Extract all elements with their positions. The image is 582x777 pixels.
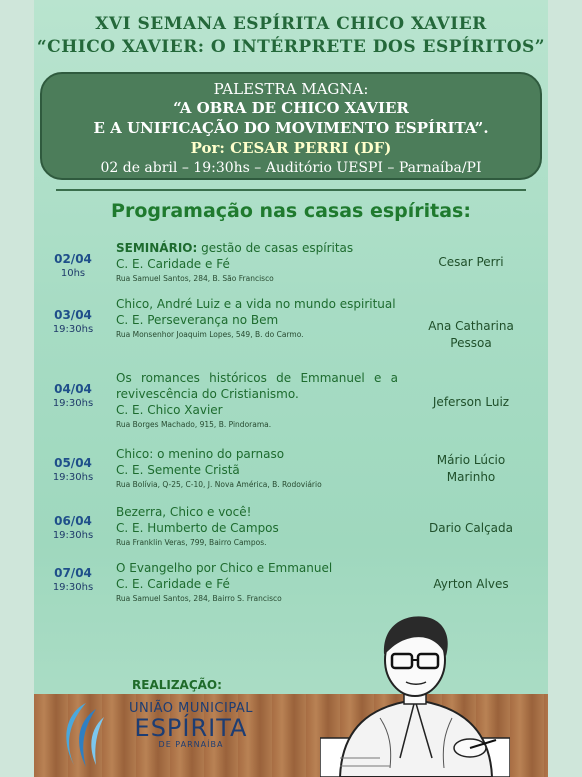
event-speaker: Mário Lúcio Marinho (436, 453, 506, 484)
date-label: 07/04 (54, 566, 92, 580)
logo-line2: ESPÍRITA (134, 714, 248, 742)
event-title-text (116, 560, 398, 576)
event-body (116, 446, 398, 489)
event-house: C. E. Caridade e Fé (116, 577, 230, 591)
time-label: 19:30hs (52, 530, 94, 541)
event-date (48, 252, 98, 279)
time-label: 19:30hs (52, 324, 94, 335)
title-rest: Os romances históricos de Emmanuel e a revivescência do Cristianismo. (116, 371, 398, 401)
realizacao-label: REALIZAÇÃO: (132, 678, 222, 692)
event-house: C. E. Perseverança no Bem (116, 313, 279, 327)
event-body (116, 240, 398, 283)
logo-text (106, 701, 276, 749)
palestra-magna-banner (40, 72, 542, 180)
event-date (48, 566, 98, 593)
event-speaker: Ana Catharina Pessoa (428, 319, 514, 350)
event-title: XVI SEMANA ESPÍRITA CHICO XAVIER (95, 14, 487, 34)
event-body (116, 296, 398, 339)
event-title-text (116, 240, 398, 256)
logo-line1: UNIÃO MUNICIPAL (129, 701, 253, 716)
event-speaker: Ayrton Alves (433, 577, 509, 591)
palestra-label: PALESTRA MAGNA: (213, 80, 369, 98)
date-label: 06/04 (54, 514, 92, 528)
title-bold: SEMINÁRIO: (116, 241, 198, 255)
event-house: C. E. Humberto de Campos (116, 521, 279, 535)
event-date (48, 382, 98, 409)
chico-xavier-illustration (320, 608, 510, 777)
event-address: Rua Samuel Santos, 284, B. São Francisco (116, 274, 274, 283)
title-rest: gestão de casas espíritas (197, 241, 354, 255)
event-title-text (116, 504, 398, 520)
event-body (116, 370, 398, 429)
wave-logo-icon (56, 699, 108, 771)
event-header (34, 14, 548, 57)
event-speaker: Cesar Perri (438, 255, 504, 269)
programacao-title: Programação nas casas espíritas: (111, 200, 471, 222)
event-body (116, 560, 398, 603)
event-address: Rua Bolívia, Q-25, C-10, J. Nova América, B. Rodoviário (116, 480, 322, 489)
title-rest: Chico: o menino do parnaso (116, 447, 285, 461)
logo-line3: DE PARNAÍBA (158, 740, 224, 749)
date-label: 03/04 (54, 308, 92, 322)
date-label: 04/04 (54, 382, 92, 396)
palestra-speaker: Por: CESAR PERRI (DF) (190, 139, 392, 157)
event-address: Rua Monsenhor Joaquim Lopes, 549, B. do Carmo. (116, 330, 304, 339)
date-label: 05/04 (54, 456, 92, 470)
event-date (48, 456, 98, 483)
event-date (48, 514, 98, 541)
event-subtitle: “CHICO XAVIER: O INTÉRPRETE DOS ESPÍRITOS” (36, 37, 546, 57)
palestra-title-line2: E A UNIFICAÇÃO DO MOVIMENTO ESPÍRITA”. (93, 119, 489, 137)
event-date (48, 308, 98, 335)
palestra-title-line1: “A OBRA DE CHICO XAVIER (173, 99, 409, 117)
title-rest: Chico, André Luiz e a vida no mundo espiritual (116, 297, 396, 311)
event-address: Rua Borges Machado, 915, B. Pindorama. (116, 420, 272, 429)
event-speaker: Dario Calçada (428, 521, 513, 535)
time-label: 19:30hs (52, 472, 94, 483)
date-label: 02/04 (54, 252, 92, 266)
event-house: C. E. Caridade e Fé (116, 257, 230, 271)
event-title-text (116, 296, 398, 312)
poster (34, 0, 548, 777)
divider (56, 189, 526, 191)
event-house: C. E. Semente Cristã (116, 463, 240, 477)
palestra-details: 02 de abril – 19:30hs – Auditório UESPI – Parnaíba/PI (100, 160, 482, 176)
event-body (116, 504, 398, 547)
time-label: 10hs (60, 268, 86, 279)
time-label: 19:30hs (52, 398, 94, 409)
event-house: C. E. Chico Xavier (116, 403, 223, 417)
uniao-municipal-logo (54, 697, 274, 773)
event-address: Rua Franklin Veras, 799, Bairro Campos. (116, 538, 267, 547)
time-label: 19:30hs (52, 582, 94, 593)
event-address: Rua Samuel Santos, 284, Bairro S. Francisco (116, 594, 282, 603)
event-title-text (116, 370, 398, 402)
event-speaker: Jeferson Luiz (432, 395, 510, 409)
title-rest: O Evangelho por Chico e Emmanuel (116, 561, 333, 575)
title-rest: Bezerra, Chico e você! (116, 505, 252, 519)
event-title-text (116, 446, 398, 462)
